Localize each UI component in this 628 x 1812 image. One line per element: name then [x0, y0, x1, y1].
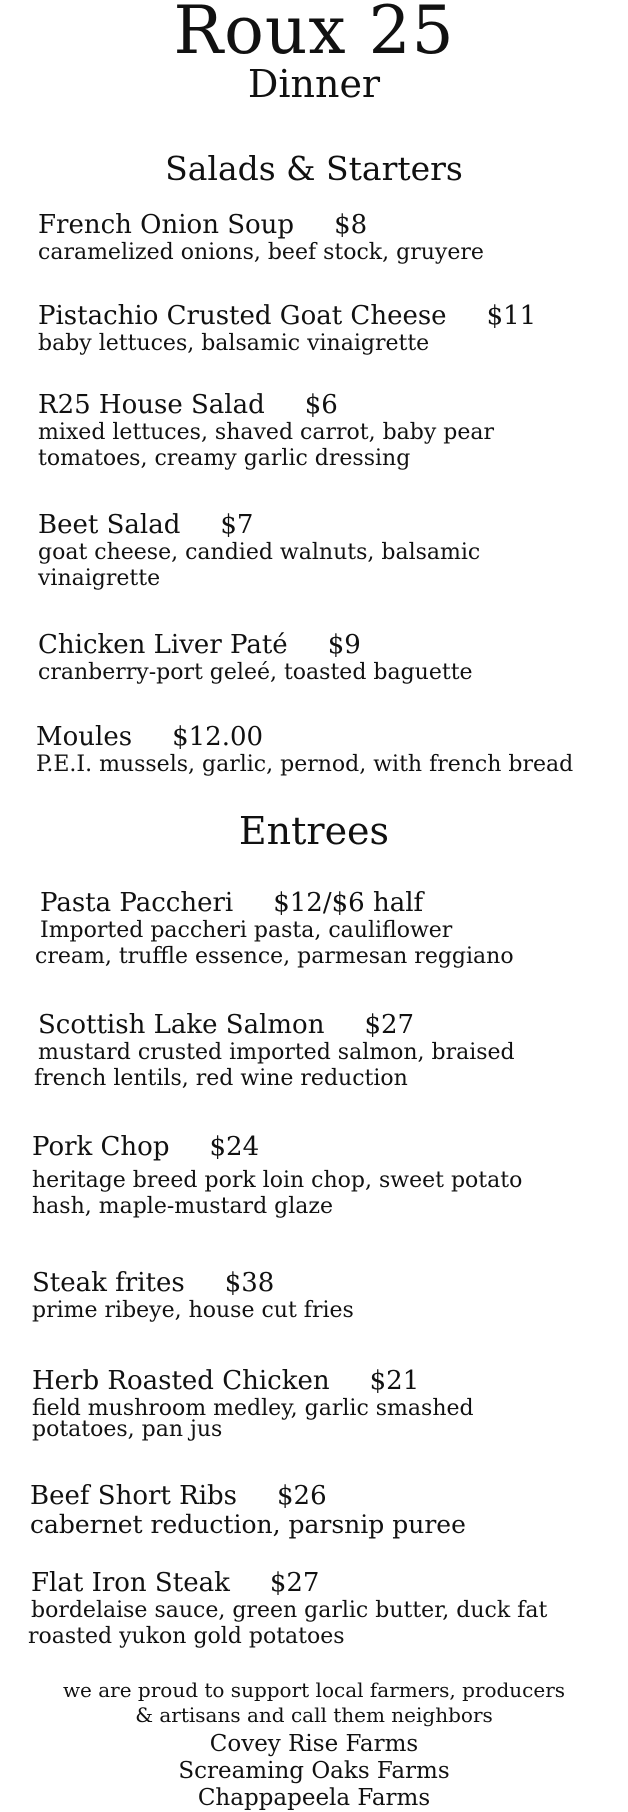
item-price: $27 [269, 1568, 320, 1598]
item-description: tomatoes, creamy garlic dressing [38, 446, 411, 471]
menu-item [34, 1010, 515, 1092]
item-name: Pistachio Crusted Goat Cheese [38, 301, 447, 331]
item-name: Pasta Paccheri [40, 888, 234, 918]
item-description: potatoes, pan jus [32, 1417, 223, 1442]
item-description: cranberry-port geleé, toasted baguette [38, 660, 473, 685]
menu-item [38, 630, 473, 686]
item-description: field mushroom medley, garlic smashed [32, 1396, 474, 1421]
item-name: Moules [36, 722, 133, 752]
service-subtitle: Dinner [247, 62, 381, 106]
item-name: Pork Chop [32, 1132, 170, 1162]
item-description: caramelized onions, beef stock, gruyere [38, 240, 484, 265]
menu-item [38, 510, 480, 592]
item-price: $9 [327, 630, 361, 660]
menu-item [32, 1132, 522, 1220]
item-name: Chicken Liver Paté [38, 630, 288, 660]
item-description: roasted yukon gold potatoes [28, 1624, 345, 1649]
item-description: cream, truffle essence, parmesan reggiano [35, 944, 514, 969]
farm-name: Chappapeela Farms [197, 1785, 431, 1811]
item-price: $8 [334, 210, 368, 240]
item-price: $12/$6 half [273, 888, 424, 918]
item-name: Herb Roasted Chicken [32, 1366, 330, 1396]
item-name: Beet Salad [38, 510, 181, 540]
item-price: $6 [304, 390, 338, 420]
item-description: hash, maple-mustard glaze [32, 1194, 333, 1219]
item-name: Beef Short Ribs [30, 1481, 237, 1511]
footer-note: we are proud to support local farmers, producers [62, 1678, 566, 1702]
item-description: baby lettuces, balsamic vinaigrette [38, 331, 430, 356]
item-description: mustard crusted imported salmon, braised [38, 1040, 515, 1065]
item-description: vinaigrette [38, 566, 161, 591]
restaurant-title: Roux 25 [173, 0, 455, 69]
section-heading-entrees: Entrees [238, 809, 390, 853]
item-price: $27 [364, 1010, 415, 1040]
menu-item [30, 1481, 466, 1539]
item-name: R25 House Salad [38, 390, 265, 420]
section-heading-starters: Salads & Starters [165, 149, 463, 188]
menu-item [38, 390, 494, 472]
item-price: $24 [209, 1132, 260, 1162]
menu-item [38, 210, 484, 266]
item-price: $38 [224, 1268, 275, 1298]
farm-name: Covey Rise Farms [209, 1731, 419, 1757]
item-name: French Onion Soup [38, 210, 295, 240]
footer-note: & artisans and call them neighbors [135, 1703, 493, 1727]
item-description: french lentils, red wine reduction [34, 1066, 408, 1091]
menu-item [32, 1366, 474, 1443]
item-description: prime ribeye, house cut fries [32, 1298, 354, 1323]
item-price: $7 [220, 510, 254, 540]
item-price: $26 [277, 1481, 327, 1511]
menu-item [28, 1568, 548, 1650]
item-description: P.E.I. mussels, garlic, pernod, with french bread [36, 752, 574, 777]
item-description: goat cheese, candied walnuts, balsamic [38, 540, 481, 565]
item-description: heritage breed pork loin chop, sweet potato [32, 1168, 523, 1193]
menu-item [32, 1268, 354, 1324]
menu-item [38, 301, 536, 357]
item-description: cabernet reduction, parsnip puree [30, 1510, 466, 1539]
item-price: $11 [486, 301, 537, 331]
item-name: Steak frites [32, 1268, 185, 1298]
farm-name: Screaming Oaks Farms [178, 1758, 450, 1784]
item-description: bordelaise sauce, green garlic butter, duck fat [31, 1598, 548, 1623]
item-name: Flat Iron Steak [31, 1568, 230, 1598]
item-description: Imported paccheri pasta, cauliflower [40, 918, 453, 943]
menu-item [36, 722, 573, 778]
menu-item [35, 888, 514, 970]
item-description: mixed lettuces, shaved carrot, baby pear [38, 420, 495, 445]
item-price: $12.00 [172, 722, 264, 752]
item-price: $21 [369, 1366, 420, 1396]
item-name: Scottish Lake Salmon [38, 1010, 325, 1040]
